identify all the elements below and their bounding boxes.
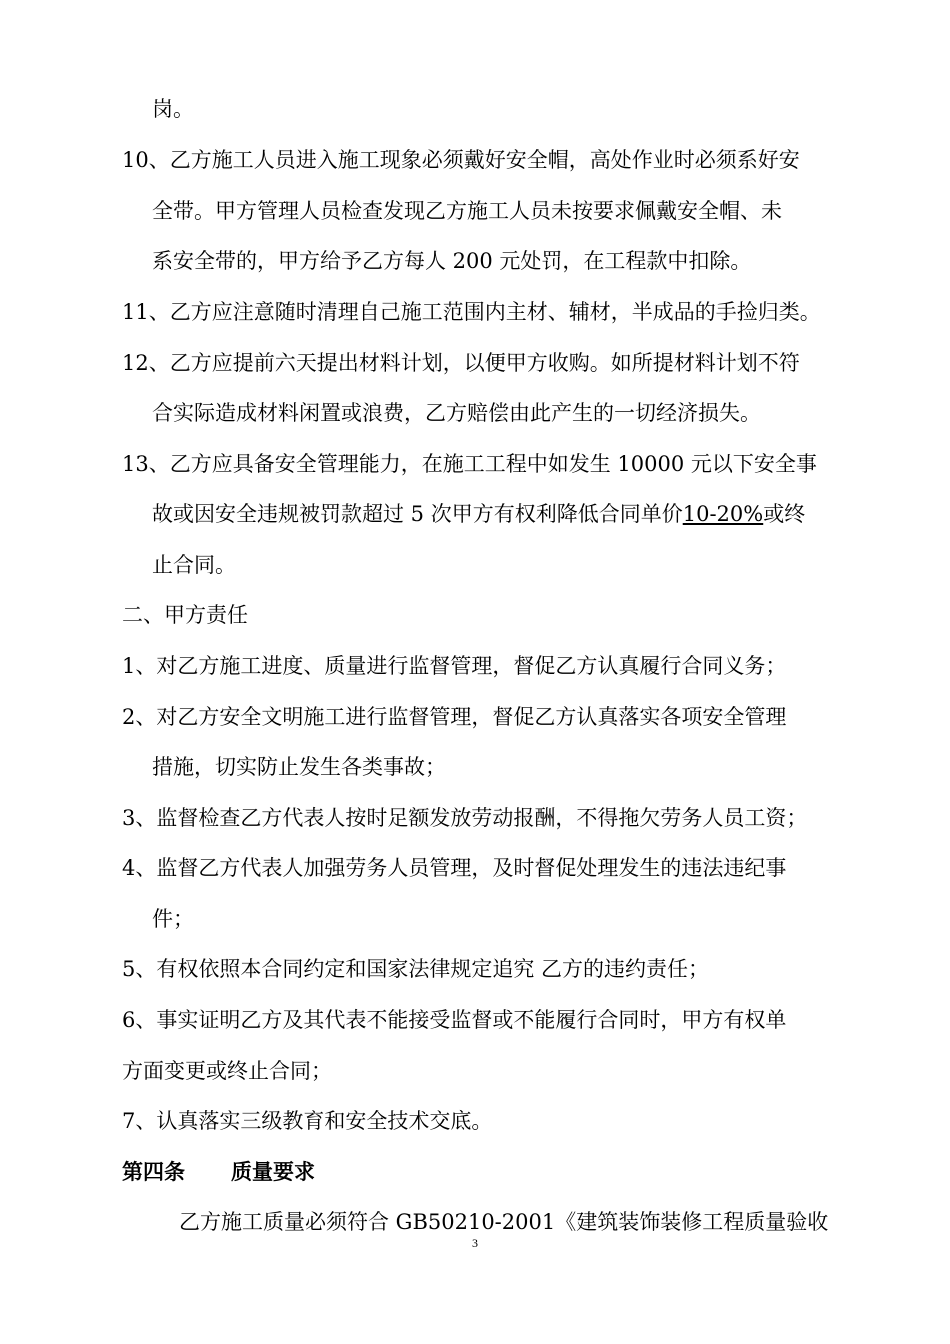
party-a-item-5: 5、有权依照本合同约定和国家法律规定追究 乙方的违约责任；: [122, 957, 710, 981]
text-line: 全带。甲方管理人员检查发现乙方施工人员未按要求佩戴安全帽、未: [152, 199, 782, 223]
text-line: 措施，切实防止发生各类事故；: [152, 755, 446, 779]
text-line: 合实际造成材料闲置或浪费，乙方赔偿由此产生的一切经济损失。: [152, 401, 761, 425]
party-a-item-1: 1、对乙方施工进度、质量进行监督管理，督促乙方认真履行合同义务；: [122, 654, 787, 678]
clause-11-line: 11、乙方应注意随时清理自己施工范围内主材、辅材，半成品的手捡归类。: [122, 300, 821, 324]
party-a-item-3: 3、监督检查乙方代表人按时足额发放劳动报酬，不得拖欠劳务人员工资；: [122, 806, 808, 830]
clause-13-line: 13、乙方应具备安全管理能力，在施工工程中如发生 10000 元以下安全事: [122, 452, 817, 476]
section-heading-party-a: 二、甲方责任: [122, 603, 248, 627]
text-line: [152, 500, 805, 528]
text-line: 方面变更或终止合同；: [122, 1059, 332, 1083]
clause-12-line: 12、乙方应提前六天提出材料计划，以便甲方收购。如所提材料计划不符: [122, 351, 800, 375]
text-line: 止合同。: [152, 553, 236, 577]
page-number: 3: [472, 1236, 478, 1250]
text-line: 岗。: [152, 97, 194, 121]
text-segment: 或终: [763, 502, 806, 526]
party-a-item-4: 4、监督乙方代表人加强劳务人员管理，及时督促处理发生的违法违纪事: [122, 856, 787, 880]
article-number: 第四条: [122, 1159, 185, 1184]
article-4-paragraph: 乙方施工质量必须符合 GB50210-2001《建筑装饰装修工程质量验收: [179, 1210, 829, 1234]
underlined-percentage: 10-20%: [682, 502, 764, 526]
article-4-heading: [122, 1158, 315, 1186]
party-a-item-2: 2、对乙方安全文明施工进行监督管理，督促乙方认真落实各项安全管理: [122, 705, 787, 729]
article-title: 质量要求: [231, 1159, 315, 1184]
clause-10-line: 10、乙方施工人员进入施工现象必须戴好安全帽，高处作业时必须系好安: [122, 148, 800, 172]
text-line: 件；: [152, 907, 194, 931]
party-a-item-6: 6、事实证明乙方及其代表不能接受监督或不能履行合同时，甲方有权单: [122, 1008, 787, 1032]
text-segment: 故或因安全违规被罚款超过 5 次甲方有权利降低合同单价: [152, 502, 683, 526]
party-a-item-7: 7、认真落实三级教育和安全技术交底。: [122, 1109, 493, 1133]
text-line: 系安全带的，甲方给予乙方每人 200 元处罚，在工程款中扣除。: [152, 249, 752, 273]
